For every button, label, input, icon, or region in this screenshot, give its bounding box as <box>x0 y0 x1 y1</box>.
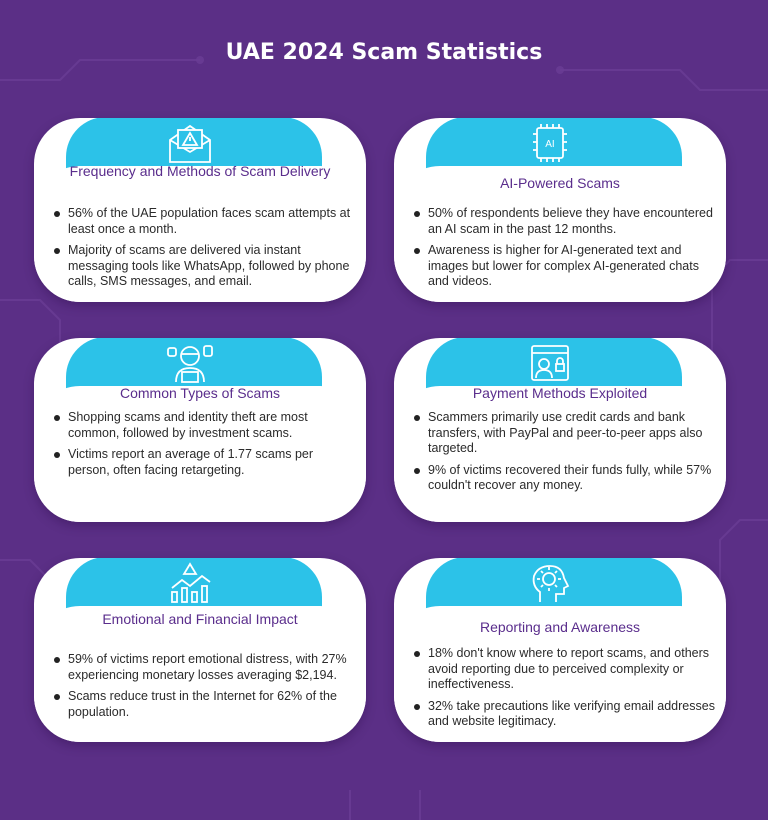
list-item: Awareness is higher for AI-generated text and images but lower for complex AI-generated chats and videos. <box>412 243 718 290</box>
ai-chip-icon <box>520 122 580 164</box>
browser-hacker-icon <box>520 342 580 384</box>
warning-envelope-icon <box>160 122 220 164</box>
lightbulb-head-icon <box>520 562 580 604</box>
hacker-laptop-icon <box>160 342 220 384</box>
bullet-list <box>412 206 718 296</box>
list-item: 32% take precautions like verifying email addresses and website legitimacy. <box>412 699 718 730</box>
bullet-list <box>412 410 718 500</box>
card-title: Common Types of Scams <box>119 385 281 401</box>
card-common-types <box>34 338 366 522</box>
list-item: 9% of victims recovered their funds fully, while 57% couldn't recover any money. <box>412 463 718 494</box>
card-title: Emotional and Financial Impact <box>102 611 298 627</box>
bullet-list <box>412 646 718 736</box>
card-title: Reporting and Awareness <box>479 619 641 635</box>
list-item: 59% of victims report emotional distress, with 27% experiencing monetary losses averaging $2,194. <box>52 652 358 683</box>
list-item: Victims report an average of 1.77 scams per person, often facing retargeting. <box>52 447 358 478</box>
list-item: Scams reduce trust in the Internet for 62% of the population. <box>52 689 358 720</box>
list-item: 18% don't know where to report scams, and others avoid reporting due to perceived complexity or ineffectiveness. <box>412 646 718 693</box>
card-payment-methods <box>394 338 726 522</box>
card-reporting-awareness <box>394 558 726 742</box>
bullet-list <box>52 206 358 296</box>
svg-text:AI: AI <box>545 139 555 150</box>
page-title: UAE 2024 Scam Statistics <box>225 40 543 65</box>
card-title: Payment Methods Exploited <box>472 385 648 401</box>
list-item: Shopping scams and identity theft are most common, followed by investment scams. <box>52 410 358 441</box>
list-item: 50% of respondents believe they have encountered an AI scam in the past 12 months. <box>412 206 718 237</box>
card-frequency <box>34 118 366 302</box>
warning-chart-icon <box>160 562 220 604</box>
list-item: 56% of the UAE population faces scam attempts at least once a month. <box>52 206 358 237</box>
bullet-list <box>52 410 358 484</box>
list-item: Majority of scams are delivered via instant messaging tools like WhatsApp, followed by phone calls, SMS messages, and email. <box>52 243 358 290</box>
card-title: Frequency and Methods of Scam Delivery <box>69 163 331 179</box>
card-emotional-impact <box>34 558 366 742</box>
list-item: Scammers primarily use credit cards and bank transfers, with PayPal and peer-to-peer apps also targeted. <box>412 410 718 457</box>
card-title: AI-Powered Scams <box>500 175 620 191</box>
card-ai-scams <box>394 118 726 302</box>
bullet-list <box>52 652 358 726</box>
